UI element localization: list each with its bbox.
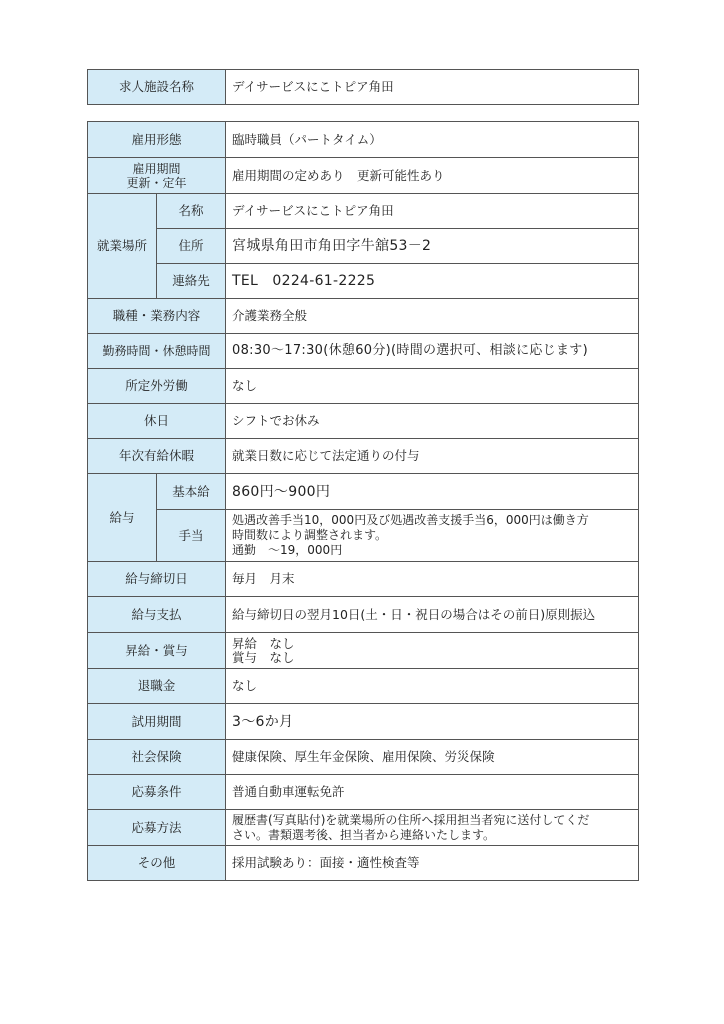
workplace-name-label: 名称 xyxy=(157,194,226,229)
holidays-row xyxy=(88,404,639,439)
retirement-value: なし xyxy=(226,669,639,704)
holidays-label: 休日 xyxy=(88,404,226,439)
salary-allowance-row xyxy=(88,510,639,562)
pay-cutoff-row xyxy=(88,562,639,597)
requirements-label: 応募条件 xyxy=(88,775,226,810)
workplace-contact-value: TEL 0224-61-2225 xyxy=(226,264,639,299)
other-row xyxy=(88,846,639,881)
other-label: その他 xyxy=(88,846,226,881)
raise-bonus-value xyxy=(226,633,639,669)
salary-label: 給与 xyxy=(88,474,157,562)
raise-line: 昇給 なし xyxy=(232,635,295,651)
workplace-address-value: 宮城県角田市角田字牛舘53－2 xyxy=(226,229,639,264)
raise-bonus-row xyxy=(88,633,639,669)
job-content-value: 介護業務全般 xyxy=(226,299,639,334)
employment-period-label xyxy=(88,158,226,194)
salary-base-label: 基本給 xyxy=(157,474,226,510)
employment-period-row xyxy=(88,158,639,194)
insurance-value: 健康保険、厚生年金保険、雇用保険、労災保険 xyxy=(226,740,639,775)
apply-method-row xyxy=(88,810,639,846)
workplace-name-value: デイサービスにこトピア角田 xyxy=(226,194,639,229)
allowance-line-2: 時間数により調整されます。 xyxy=(232,528,388,542)
job-content-label: 職種・業務内容 xyxy=(88,299,226,334)
work-hours-row xyxy=(88,334,639,369)
employment-type-row xyxy=(88,122,639,158)
workplace-label: 就業場所 xyxy=(88,194,157,299)
facility-name-table xyxy=(87,69,639,105)
trial-value: 3～6か月 xyxy=(226,704,639,740)
job-content-row xyxy=(88,299,639,334)
holidays-value: シフトでお休み xyxy=(226,404,639,439)
employment-type-value: 臨時職員（パートタイム） xyxy=(226,122,639,158)
retirement-label: 退職金 xyxy=(88,669,226,704)
other-value: 採用試験あり：面接・適性検査等 xyxy=(226,846,639,881)
facility-name-row xyxy=(88,70,639,105)
allowance-line-1: 処遇改善手当10，000円及び処遇改善支援手当6，000円は働き方 xyxy=(232,513,589,527)
paid-leave-row xyxy=(88,439,639,474)
apply-method-value xyxy=(226,810,639,846)
apply-method-line-1: 履歴書(写真貼付)を就業場所の住所へ採用担当者宛に送付してくだ xyxy=(232,812,590,827)
trial-label: 試用期間 xyxy=(88,704,226,740)
work-hours-value: 08:30～17:30(休憩60分)(時間の選択可、相談に応じます) xyxy=(226,334,639,369)
workplace-address-label: 住所 xyxy=(157,229,226,264)
facility-name-value: デイサービスにこトピア角田 xyxy=(226,70,639,105)
workplace-address-row xyxy=(88,229,639,264)
paid-leave-value: 就業日数に応じて法定通りの付与 xyxy=(226,439,639,474)
bonus-line: 賞与 なし xyxy=(232,649,295,665)
apply-method-label: 応募方法 xyxy=(88,810,226,846)
employment-period-label-line1: 雇用期間 xyxy=(132,161,181,176)
raise-bonus-label: 昇給・賞与 xyxy=(88,633,226,669)
retirement-row xyxy=(88,669,639,704)
employment-period-label-line2: 更新・定年 xyxy=(126,175,187,190)
apply-method-line-2: さい。書類選考後、担当者から連絡いたします。 xyxy=(232,827,496,842)
pay-cutoff-label: 給与締切日 xyxy=(88,562,226,597)
facility-name-label: 求人施設名称 xyxy=(88,70,226,105)
workplace-contact-label: 連絡先 xyxy=(157,264,226,299)
overtime-row xyxy=(88,369,639,404)
insurance-row xyxy=(88,740,639,775)
employment-period-value: 雇用期間の定めあり 更新可能性あり xyxy=(226,158,639,194)
job-details-table xyxy=(87,121,639,881)
salary-allowance-label: 手当 xyxy=(157,510,226,562)
pay-day-row xyxy=(88,597,639,633)
pay-day-value: 給与締切日の翌月10日(土・日・祝日の場合はその前日)原則振込 xyxy=(226,597,639,633)
overtime-label: 所定外労働 xyxy=(88,369,226,404)
allowance-line-3: 通勤 ～19，000円 xyxy=(232,543,343,557)
workplace-contact-row xyxy=(88,264,639,299)
pay-day-label: 給与支払 xyxy=(88,597,226,633)
paid-leave-label: 年次有給休暇 xyxy=(88,439,226,474)
salary-base-value: 860円～900円 xyxy=(226,474,639,510)
pay-cutoff-value: 毎月 月末 xyxy=(226,562,639,597)
overtime-value: なし xyxy=(226,369,639,404)
insurance-label: 社会保険 xyxy=(88,740,226,775)
workplace-name-row xyxy=(88,194,639,229)
salary-allowance-value xyxy=(226,510,639,562)
salary-base-row xyxy=(88,474,639,510)
requirements-row xyxy=(88,775,639,810)
trial-row xyxy=(88,704,639,740)
work-hours-label: 勤務時間・休憩時間 xyxy=(88,334,226,369)
requirements-value: 普通自動車運転免許 xyxy=(226,775,639,810)
employment-type-label: 雇用形態 xyxy=(88,122,226,158)
